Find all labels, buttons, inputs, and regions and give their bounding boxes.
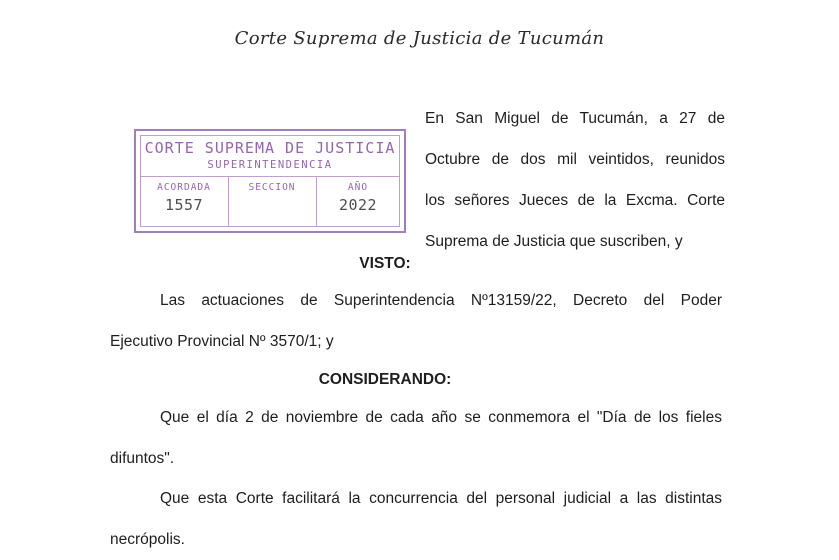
stamp-cell-acordada [140,177,229,227]
stamp-anio-value: 2022 [338,196,378,214]
stamp-cell-seccion [228,177,317,227]
considerando-paragraph-1 [110,397,722,479]
stamp-seccion-label: SECCION [248,182,296,193]
visto-line: Ejecutivo Provincial Nº 3570/1; y [110,333,334,350]
considerando-line: Que el día 2 de noviembre de cada año se conmemora el "Día de los fieles [160,409,722,426]
considerando-heading: CONSIDERANDO: [318,371,452,388]
intro-line: Suprema de Justicia que suscriben, y [425,233,683,250]
visto-paragraph [110,280,722,362]
stamp-subtitle: SUPERINTENDENCIA [207,159,333,171]
stamp-title: CORTE SUPREMA DE JUSTICIA [144,139,396,157]
visto-heading: VISTO: [359,255,411,272]
considerando-paragraph-2 [110,478,722,560]
considerando-line: Que esta Corte facilitará la concurrencia del personal judicial a las distintas [160,490,722,507]
considerando-line: necrópolis. [110,531,185,548]
stamp-anio-label: AÑO [347,182,369,193]
stamp-acordada-label: ACORDADA [157,182,211,193]
intro-line: En San Miguel de Tucumán, a 27 de [425,110,725,127]
letterhead-title: Corte Suprema de Justicia de Tucumán [234,28,605,49]
stamp-acordada-value: 1557 [164,196,204,214]
considerando-line: difuntos". [110,450,175,467]
superintendencia-stamp [134,129,406,233]
intro-paragraph [425,98,725,262]
visto-line: Las actuaciones de Superintendencia Nº13159/22, Decreto del Poder [160,292,722,309]
stamp-cell-anio [316,177,400,227]
intro-line: los señores Jueces de la Excma. Corte [425,192,725,209]
intro-line: Octubre de dos mil veintidos, reunidos [425,151,725,168]
